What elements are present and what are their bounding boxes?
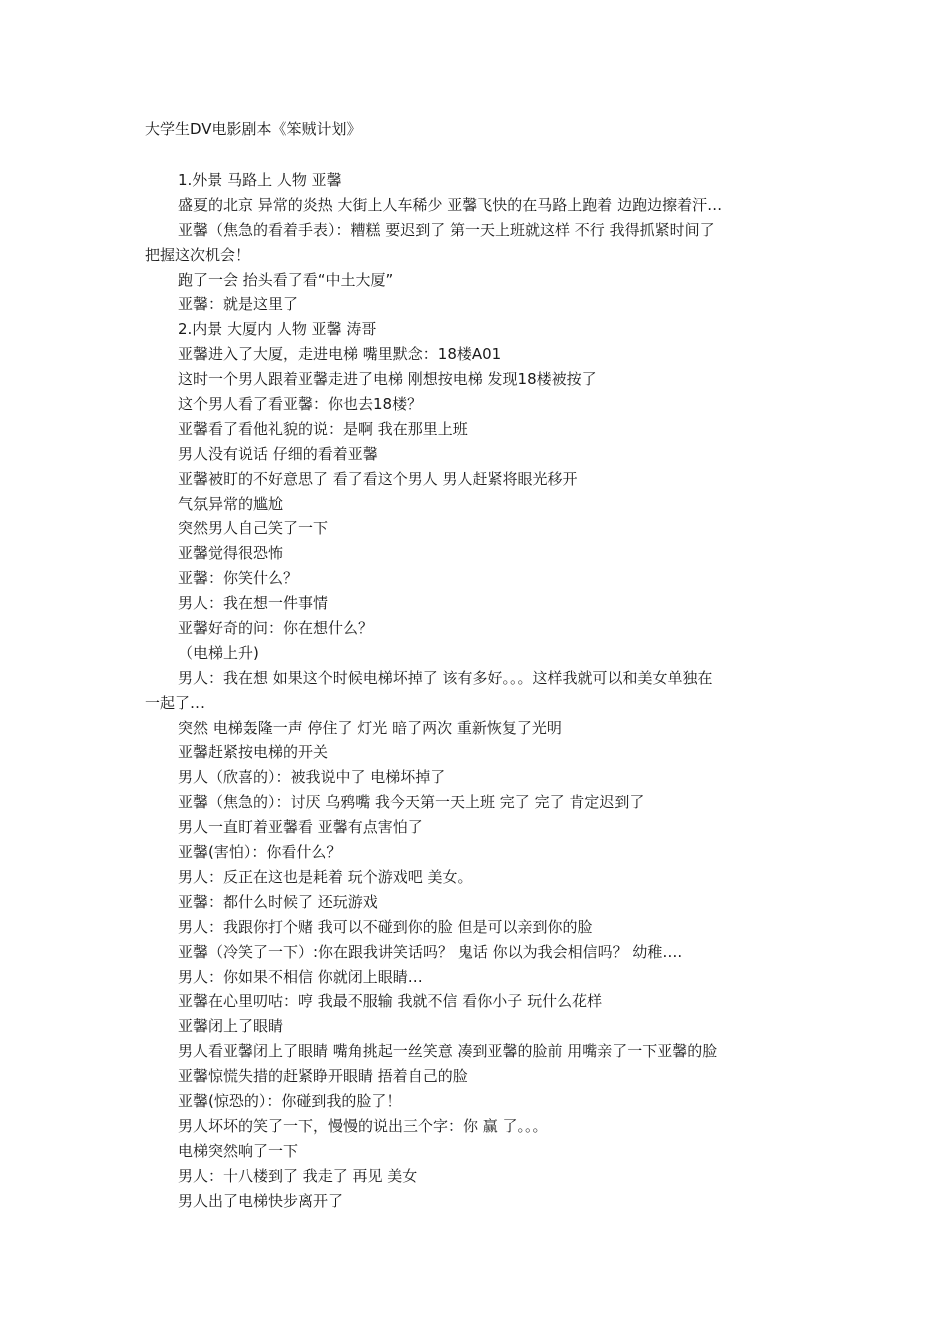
script-line: 亚馨（焦急的）：讨厌 乌鸦嘴 我今天第一天上班 完了 完了 肯定迟到了 bbox=[178, 793, 645, 812]
script-line: 亚馨觉得很恐怖 bbox=[178, 544, 284, 563]
script-line: 2.内景 大厦内 人物 亚馨 涛哥 bbox=[178, 320, 377, 339]
script-line: 亚馨：都什么时候了 还玩游戏 bbox=[178, 892, 378, 911]
script-line: 跑了一会 抬头看了看“中土大厦” bbox=[178, 270, 394, 289]
script-line: 亚馨好奇的问：你在想什么？ bbox=[178, 619, 374, 638]
script-line: 男人：十八楼到了 我走了 再见 美女 bbox=[178, 1166, 418, 1185]
script-line: 男人（欣喜的）：被我说中了 电梯坏掉了 bbox=[178, 768, 446, 787]
script-line: 把握这次机会！ bbox=[145, 245, 251, 264]
script-line: 电梯突然响了一下 bbox=[178, 1141, 299, 1160]
document-title: 大学生DV电影剧本《笨贼计划》 bbox=[145, 120, 362, 138]
script-line: 亚馨（冷笑了一下）:你在跟我讲笑话吗？ 鬼话 你以为我会相信吗？ 幼稚…. bbox=[178, 942, 683, 961]
script-line: 男人：你如果不相信 你就闭上眼睛… bbox=[178, 967, 423, 986]
script-line: 这时一个男人跟着亚馨走进了电梯 刚想按电梯 发现18楼被按了 bbox=[178, 370, 597, 389]
script-line: 一起了… bbox=[145, 693, 206, 712]
script-line: 男人一直盯着亚馨看 亚馨有点害怕了 bbox=[178, 818, 423, 837]
script-line: 亚馨（焦急的看着手表）：糟糕 要迟到了 第一天上班就这样 不行 我得抓紧时间了 bbox=[178, 220, 715, 239]
script-line: 亚馨：就是这里了 bbox=[178, 295, 299, 314]
script-line: 亚馨(惊恐的）：你碰到我的脸了！ bbox=[178, 1091, 402, 1110]
script-line: 亚馨(害怕）：你看什么？ bbox=[178, 843, 342, 862]
script-line: 突然 电梯轰隆一声 停住了 灯光 暗了两次 重新恢复了光明 bbox=[178, 718, 562, 737]
script-line: 盛夏的北京 异常的炎热 大街上人车稀少 亚馨飞快的在马路上跑着 边跑边擦着汗… bbox=[178, 195, 723, 214]
script-line: 亚馨：你笑什么？ bbox=[178, 569, 299, 588]
script-line: 男人没有说话 仔细的看着亚馨 bbox=[178, 444, 378, 463]
script-line: （电梯上升) bbox=[178, 643, 259, 662]
script-line: 男人：我在想一件事情 bbox=[178, 594, 329, 613]
script-line: 男人看亚馨闭上了眼睛 嘴角挑起一丝笑意 凑到亚馨的脸前 用嘴亲了一下亚馨的脸 bbox=[178, 1042, 718, 1061]
script-line: 亚馨闭上了眼睛 bbox=[178, 1017, 284, 1036]
script-line: 男人：我跟你打个赌 我可以不碰到你的脸 但是可以亲到你的脸 bbox=[178, 917, 593, 936]
script-body bbox=[145, 168, 810, 1213]
script-line: 亚馨赶紧按电梯的开关 bbox=[178, 743, 329, 762]
script-line: 男人出了电梯快步离开了 bbox=[178, 1191, 344, 1210]
script-line: 男人坏坏的笑了一下，慢慢的说出三个字：你 赢 了。。。 bbox=[178, 1116, 548, 1135]
script-line: 亚馨被盯的不好意思了 看了看这个男人 男人赶紧将眼光移开 bbox=[178, 469, 578, 488]
script-line: 亚馨看了看他礼貌的说：是啊 我在那里上班 bbox=[178, 419, 468, 438]
script-line: 男人：我在想 如果这个时候电梯坏掉了 该有多好。。。这样我就可以和美女单独在 bbox=[178, 668, 713, 687]
script-line: 亚馨惊慌失措的赶紧睁开眼睛 捂着自己的脸 bbox=[178, 1067, 468, 1086]
script-line: 亚馨进入了大厦，走进电梯 嘴里默念：18楼A01 bbox=[178, 345, 502, 364]
script-line: 男人：反正在这也是耗着 玩个游戏吧 美女。 bbox=[178, 867, 473, 886]
script-line: 气氛异常的尴尬 bbox=[178, 494, 284, 513]
script-line: 1.外景 马路上 人物 亚馨 bbox=[178, 171, 342, 189]
script-line: 亚馨在心里叨咕：哼 我最不服输 我就不信 看你小子 玩什么花样 bbox=[178, 992, 603, 1011]
script-line: 这个男人看了看亚馨：你也去18楼？ bbox=[178, 395, 423, 414]
script-line: 突然男人自己笑了一下 bbox=[178, 519, 329, 538]
